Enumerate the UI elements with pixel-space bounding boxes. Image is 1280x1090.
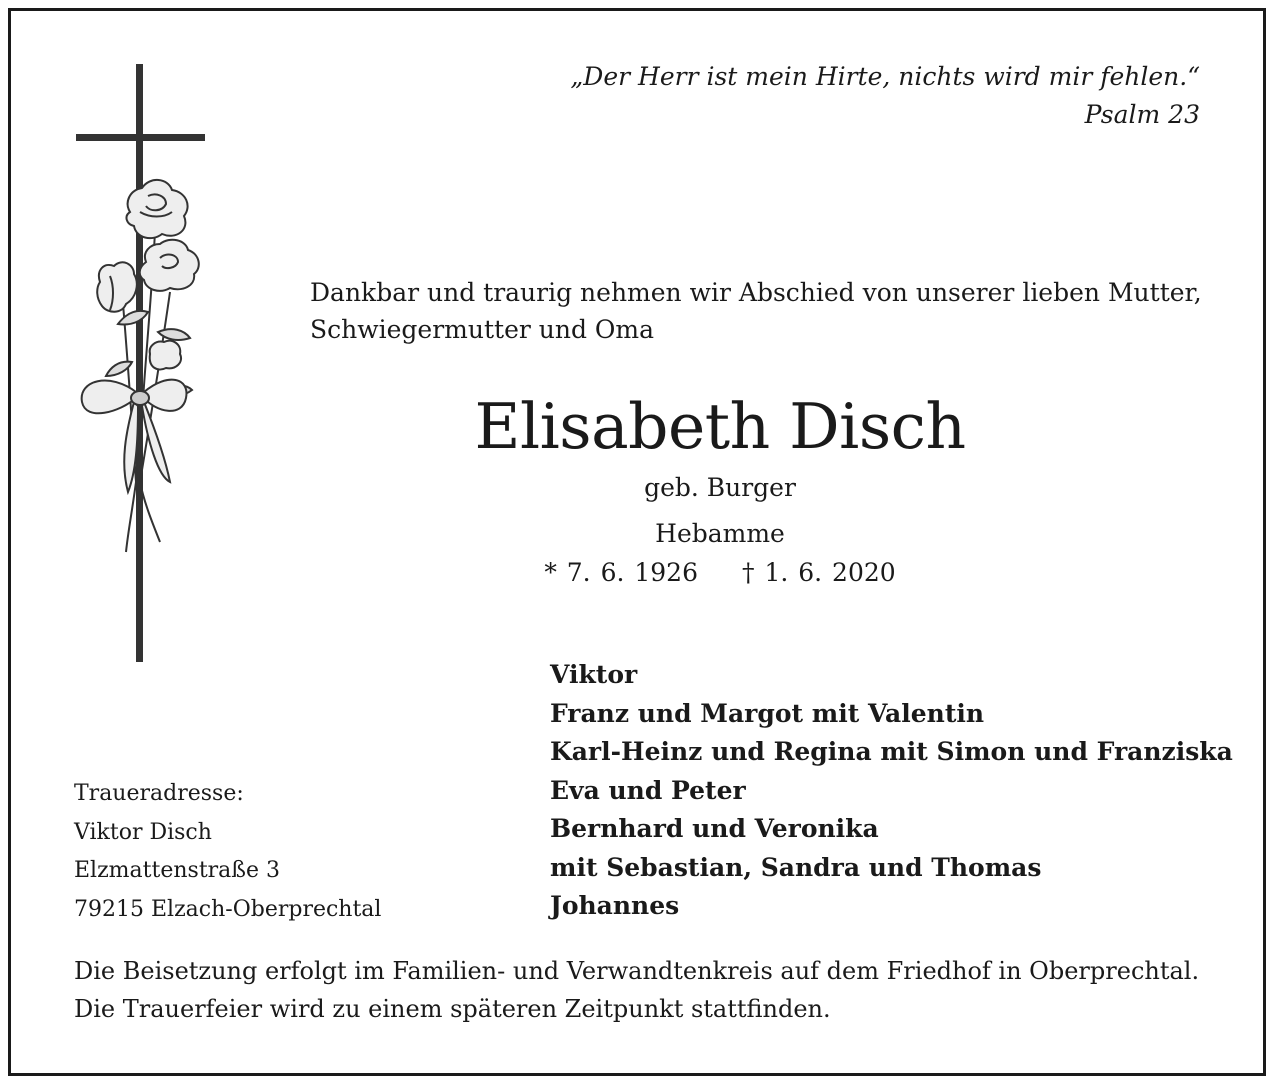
list-item: Franz und Margot mit Valentin [550, 698, 985, 728]
intro-text [310, 274, 1210, 348]
death-date: † 1. 6. 2020 [742, 558, 896, 587]
intro-line-2: Schwiegermutter und Oma [310, 315, 655, 344]
maiden-name: geb. Burger [644, 473, 796, 502]
list-item: mit Sebastian, Sandra und Thomas [550, 852, 1042, 882]
deceased-name: Elisabeth Disch [474, 390, 966, 463]
list-item: Viktor [550, 660, 638, 689]
list-item: Karl-Heinz und Regina mit Simon und Franziska [550, 737, 1233, 766]
notice-line-1: Die Beisetzung erfolgt im Familien- und Verwandtenkreis auf dem Friedhof in Oberprechtal. [74, 957, 1200, 985]
list-item: Bernhard und Veronika [550, 814, 879, 843]
address-label: Traueradresse: [74, 781, 244, 806]
quote-source: Psalm 23 [1084, 100, 1200, 129]
life-dates [0, 556, 1280, 590]
mourning-address [74, 775, 381, 929]
address-name: Viktor Disch [74, 819, 212, 845]
list-item: Eva und Peter [550, 775, 746, 805]
notice-line-2: Die Trauerfeier wird zu einem späteren Zeitpunkt stattfinden. [74, 995, 831, 1023]
address-city: 79215 Elzach-Oberprechtal [74, 896, 382, 922]
intro-line-1: Dankbar und traurig nehmen wir Abschied von unserer lieben Mutter, [310, 278, 1202, 307]
bible-quote [570, 58, 1200, 134]
profession: Hebamme [655, 519, 785, 548]
list-item: Johannes [550, 891, 680, 920]
funeral-notice [74, 952, 1224, 1028]
quote-text: „Der Herr ist mein Hirte, nichts wird mir fehlen.“ [570, 62, 1200, 91]
family-list [550, 656, 1233, 926]
address-street: Elzmattenstraße 3 [74, 858, 281, 883]
birth-date: * 7. 6. 1926 [544, 558, 698, 587]
